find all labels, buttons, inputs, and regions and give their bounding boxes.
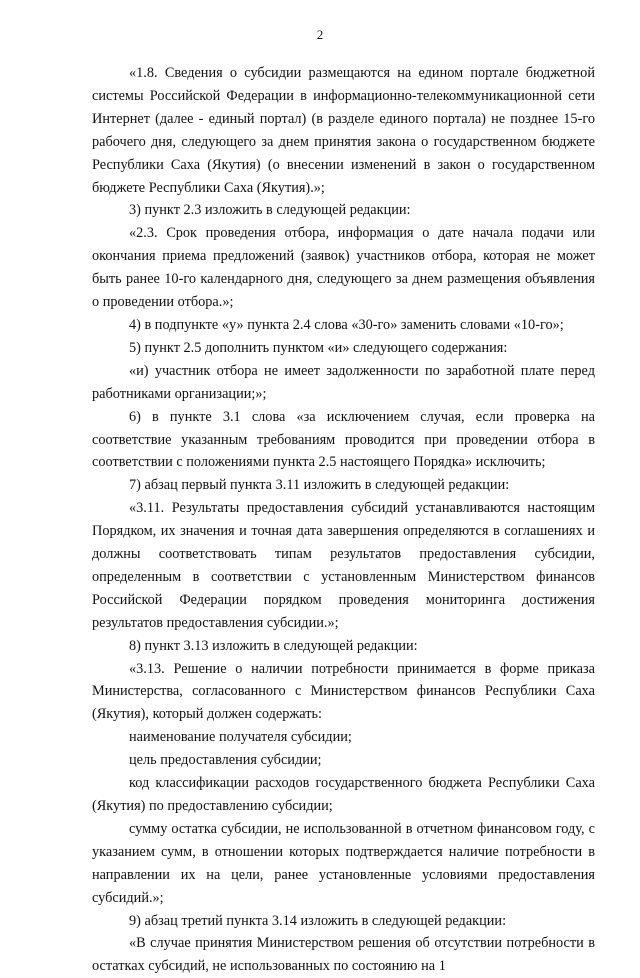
paragraph-item-8: 8) пункт 3.13 изложить в следующей редакции: [129, 637, 418, 654]
paragraph-item-9: 9) абзац третий пункта 3.14 изложить в следующей редакции: [129, 912, 507, 929]
paragraph-1-8-subsidy-info: «1.8. Сведения о субсидии размещаются на едином портале бюджетной системы Российской Федерации в информационно-телекоммуникационной сети Интернет (далее - единый портал) (в разделе единого портала) не позднее 15-го рабочего дня, следующего за днем принятия закона о государственном бюджете Республики Саха (Якутия) (о внесении изменений в закон о государственном бюджете Республики Саха (Якутия).»; [92, 65, 595, 196]
paragraph-item-7: 7) абзац первый пункта 3.11 изложить в следующей редакции: [129, 477, 510, 494]
paragraph-item-5: 5) пункт 2.5 дополнить пунктом «и» следующего содержания: [129, 339, 508, 356]
page-number: 2 [316, 27, 324, 42]
paragraph-item-4: 4) в подпункте «у» пункта 2.4 слова «30-го» заменить словами «10-го»; [129, 316, 564, 333]
paragraph-2-3-selection-term: «2.3. Срок проведения отбора, информация о дате начала подачи или окончания приема предложений (заявок) участников отбора, которая не может быть ранее 10-го календарного дня, следующего за днем размещения объявления о проведении отбора.»; [92, 225, 595, 311]
paragraph-no-need-decision: «В случае принятия Министерством решения об отсутствии потребности в остатках субсидий, не использованных по состоянию на 1 [92, 935, 595, 975]
paragraph-subsidy-purpose: цель предоставления субсидии; [129, 752, 322, 769]
paragraph-remaining-sum: сумму остатка субсидии, не использованной в отчетном финансовом году, с указанием сумм, в отношении которых подтверждается наличие потребности в направлении их на цели, ранее установленные условиями предоставления субсидий.»; [92, 820, 595, 906]
paragraph-3-11-results: «3.11. Результаты предоставления субсидий устанавливаются настоящим Порядком, их значения и точная дата завершения определяются в соглашениях и должны соответствовать типам результатов предоставления субсидии, определенным в соответствии с установленным Министерством финансов Российской Федерации порядком проведения мониторинга достижения результатов предоставления субсидии.»; [92, 500, 595, 631]
paragraph-subitem-i: «и) участник отбора не имеет задолженности по заработной плате перед работниками организации;»; [92, 362, 595, 402]
paragraph-recipient-name: наименование получателя субсидии; [129, 729, 352, 746]
paragraph-expense-code: код классификации расходов государственного бюджета Республики Саха (Якутия) по предоставлению субсидии; [92, 775, 595, 814]
paragraph-item-6: 6) в пункте 3.1 слова «за исключением случая, если проверка на соответствие указанным требованиям проводится при проведении отбора в соответствии с положениями пункта 2.5 настоящего Порядка» исключить; [92, 408, 595, 471]
document-body [92, 62, 595, 978]
paragraph-item-3: 3) пункт 2.3 изложить в следующей редакции: [129, 202, 411, 219]
paragraph-3-13-decision: «3.13. Решение о наличии потребности принимается в форме приказа Министерства, согласованного с Министерством финансов Республики Саха (Якутия), который должен содержать: [92, 660, 595, 723]
